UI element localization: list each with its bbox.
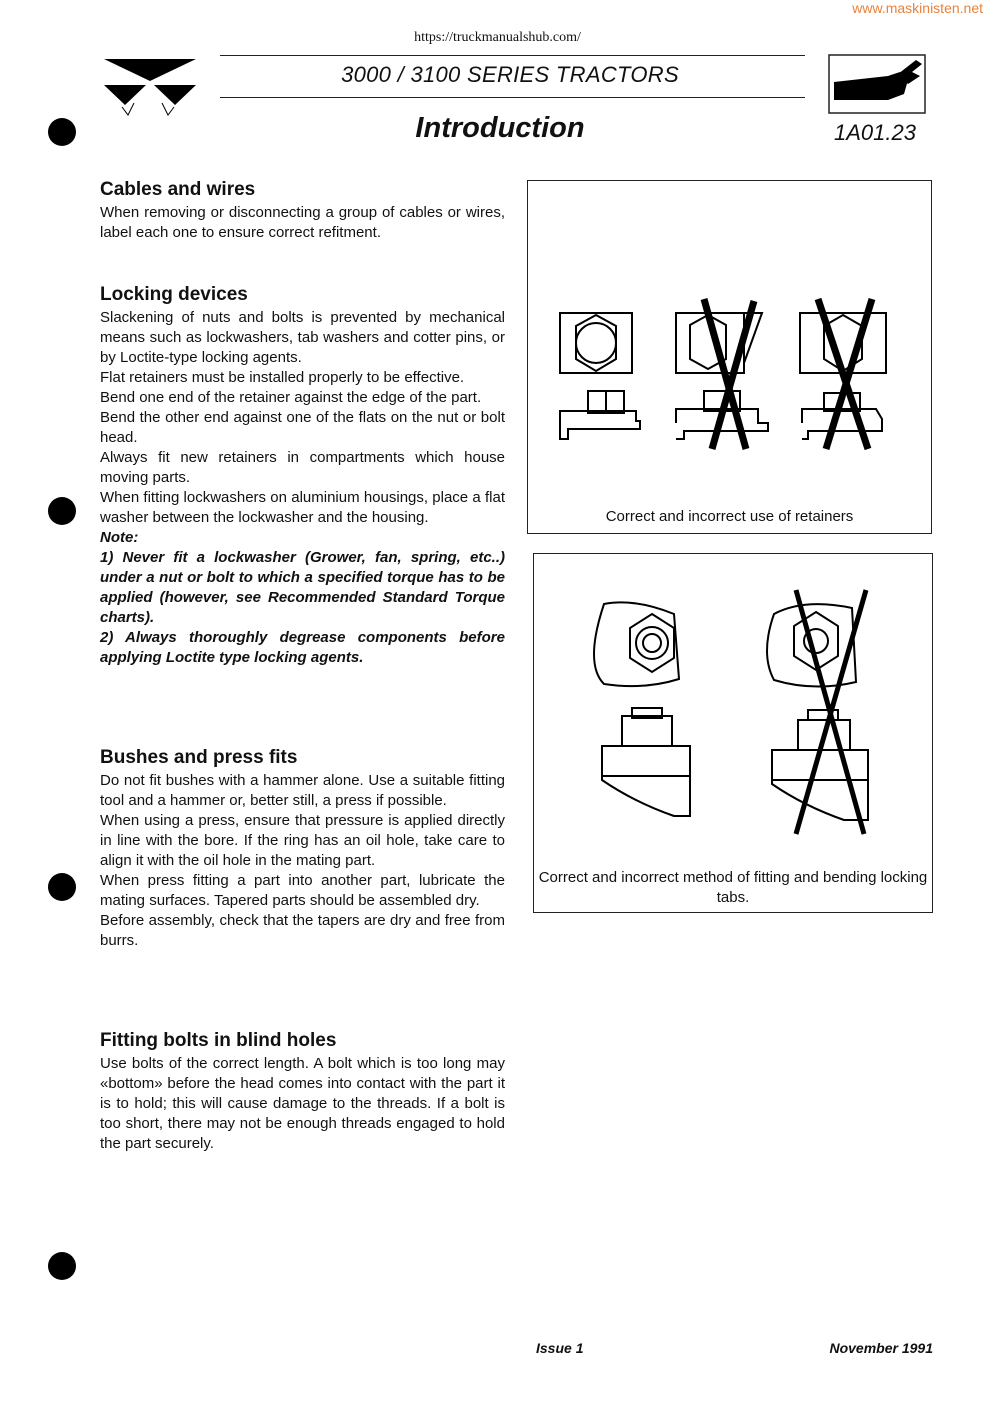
margin-hole-mark: [48, 1252, 76, 1280]
note-label: Note:: [100, 529, 139, 546]
section-paragraph: Before assembly, check that the tapers are dry and free from burrs.: [100, 912, 505, 949]
header-rule-bottom: [220, 97, 805, 98]
section-heading: Locking devices: [100, 284, 248, 305]
retainer-diagram: [528, 281, 931, 481]
figure-caption: Correct and incorrect method of fitting and bending locking tabs.: [538, 869, 928, 906]
footer-issue: Issue 1: [536, 1340, 584, 1356]
watermark-link[interactable]: www.maskinisten.net: [852, 0, 983, 16]
figure-locking-tabs: [533, 553, 933, 913]
section-blind-holes: [100, 1031, 505, 1154]
section-title: Introduction: [415, 112, 585, 144]
figure-retainers: [527, 180, 932, 534]
section-paragraph: Bend the other end against one of the flats on the nut or bolt head.: [100, 409, 505, 446]
margin-hole-mark: [48, 118, 76, 146]
figure-caption: Correct and incorrect use of retainers: [605, 508, 854, 525]
section-paragraph: Do not fit bushes with a hammer alone. Use a suitable fitting tool and a hammer or, better still, a press if possible.: [100, 772, 505, 809]
section-paragraph: Always fit new retainers in compartments which house moving parts.: [100, 449, 505, 486]
section-paragraph: When fitting lockwashers on aluminium housings, place a flat washer between the lockwasher and the housing.: [100, 489, 505, 526]
source-url: https://truckmanualshub.com/: [414, 30, 581, 45]
section-paragraph: When removing or disconnecting a group of cables or wires, label each one to ensure correct refitment.: [100, 204, 505, 241]
section-heading: Cables and wires: [100, 179, 256, 200]
section-bushes-press-fits: [100, 748, 505, 951]
header-rule-top: [220, 55, 805, 56]
footer-date: November 1991: [829, 1340, 933, 1356]
locking-tab-diagram: [534, 584, 932, 844]
note-item: 1) Never fit a lockwasher (Grower, fan, spring, etc..) under a nut or bolt to which a specified torque has to be applied (however, see Recommended Standard Torque charts).: [100, 549, 505, 626]
section-locking-devices: [100, 285, 505, 668]
section-heading: Bushes and press fits: [100, 747, 298, 768]
wrench-hand-icon: [828, 54, 928, 116]
section-paragraph: Flat retainers must be installed properly to be effective.: [100, 369, 465, 386]
note-item: 2) Always thoroughly degrease components before applying Loctite type locking agents.: [100, 629, 505, 666]
brand-logo-icon: [100, 55, 200, 117]
section-paragraph: Bend one end of the retainer against the edge of the part.: [100, 389, 482, 406]
series-title: 3000 / 3100 SERIES TRACTORS: [341, 62, 679, 87]
section-cables-wires: [100, 180, 505, 243]
section-paragraph: When press fitting a part into another part, lubricate the mating surfaces. Tapered parts should be assembled dry.: [100, 872, 505, 909]
section-paragraph: When using a press, ensure that pressure is applied directly in line with the bore. If the ring has an oil hole, take care to align it with the oil hole in the mating part.: [100, 812, 505, 869]
margin-hole-mark: [48, 497, 76, 525]
section-heading: Fitting bolts in blind holes: [100, 1030, 337, 1051]
section-paragraph: Slackening of nuts and bolts is prevented by mechanical means such as lockwashers, tab washers and cotter pins, or by Loctite-type locking agents.: [100, 309, 505, 366]
section-paragraph: Use bolts of the correct length. A bolt which is too long may «bottom» before the head comes into contact with the part it is to hold; this will cause damage to the threads. If a bolt is too short, there may not be enough threads engaged to hold the part securely.: [100, 1055, 505, 1152]
page-code: 1A01.23: [834, 120, 916, 145]
margin-hole-mark: [48, 873, 76, 901]
